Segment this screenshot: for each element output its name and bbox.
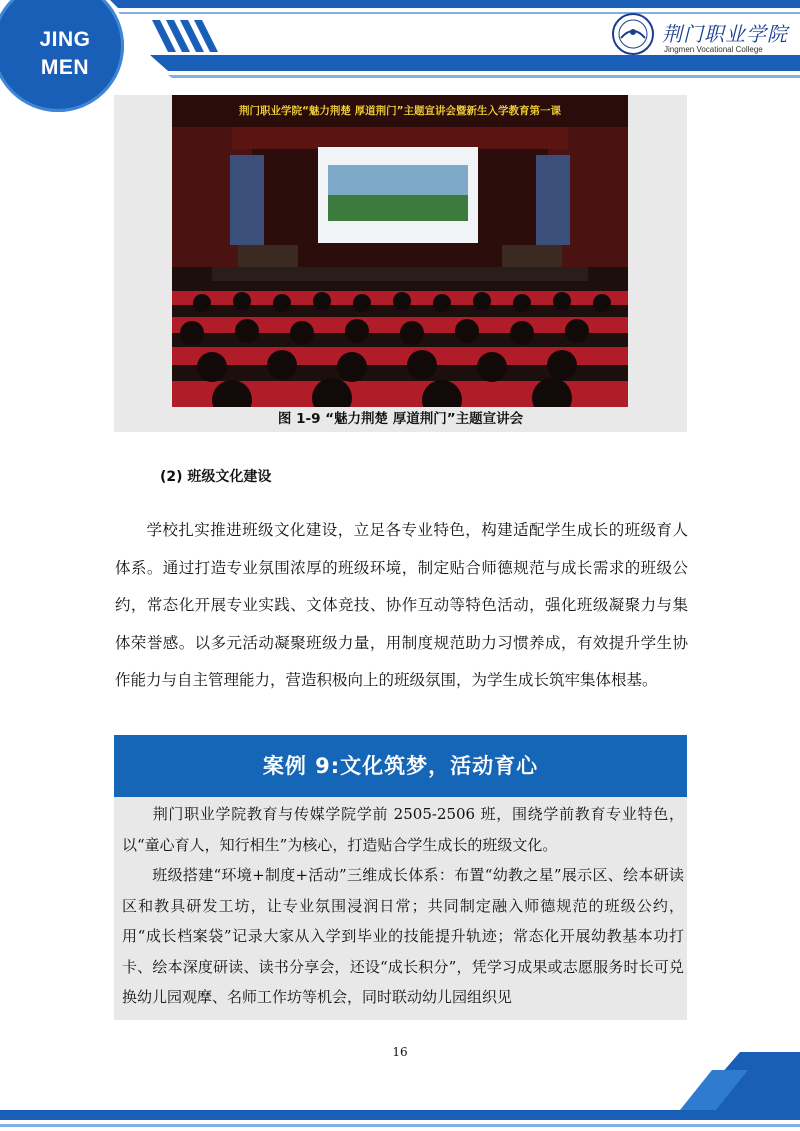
jingmen-logo-text bbox=[20, 26, 110, 82]
college-emblem-icon bbox=[611, 12, 655, 56]
case-text bbox=[122, 799, 684, 1013]
case-paragraph-2 bbox=[122, 860, 684, 1013]
case-paragraph-1-text: 荆门职业学院教育与传媒学院学前 2505-2506 班，围绕学前教育专业特色，以“童心育人，知行相生”为核心，打造贴合学生成长的班级文化。 bbox=[122, 805, 684, 854]
case-box bbox=[114, 735, 687, 1020]
lecture-hall-illustration bbox=[172, 95, 628, 407]
footer-stripes bbox=[0, 1040, 800, 1131]
page-number: 16 bbox=[392, 1045, 408, 1059]
college-name-en: Jingmen Vocational College bbox=[664, 45, 763, 54]
figure-box bbox=[114, 95, 687, 432]
lecture-hall-photo bbox=[172, 95, 628, 407]
case-title: 案例 9:文化筑梦，活动育心 bbox=[114, 735, 687, 797]
case-paragraph-1 bbox=[122, 799, 684, 860]
page-header bbox=[0, 0, 800, 100]
section-paragraph-text: 学校扎实推进班级文化建设，立足各专业特色，构建适配学生成长的班级育人体系。通过打造专业氛围浓厚的班级环境，制定贴合师德规范与成长需求的班级公约，常态化开展专业实践、文体竞技、协作互动等特色活动，强化班级凝聚力与集体荣誉感。以多元活动凝聚班级力量，用制度规范助力习惯养成，有效提升学生协作能力与自主管理能力，营造积极向上的班级氛围，为学生成长筑牢集体根基。 bbox=[115, 521, 688, 689]
figure-caption: 图 1-9 “魅力荆楚 厚道荆门”主题宣讲会 bbox=[277, 411, 524, 427]
section-heading: (2) 班级文化建设 bbox=[160, 469, 272, 485]
hall-banner-text: 荆门职业学院“魅力荆楚 厚道荆门”主题宣讲会暨新生入学教育第一课 bbox=[239, 105, 561, 117]
college-name-cn: 荆门职业学院 bbox=[662, 22, 788, 46]
logo-line-1: JING bbox=[39, 28, 91, 51]
case-paragraph-2-text: 班级搭建“环境+制度+活动”三维成长体系：布置“幼教之星”展示区、绘本研读区和教具研发工坊，让专业氛围浸润日常；共同制定融入师德规范的班级公约，用“成长档案袋”记录大家从入学到毕业的技能提升轨迹；常态化开展幼教基本功打卡、绘本深度研读、读书分享会，还设“成长积分”，凭学习成果或志愿服务时长可兑换幼儿园观摩、名师工作坊等机会，同时联动幼儿园组织见 bbox=[122, 866, 684, 1006]
section-paragraph bbox=[115, 512, 688, 700]
logo-line-2: MEN bbox=[40, 56, 90, 79]
